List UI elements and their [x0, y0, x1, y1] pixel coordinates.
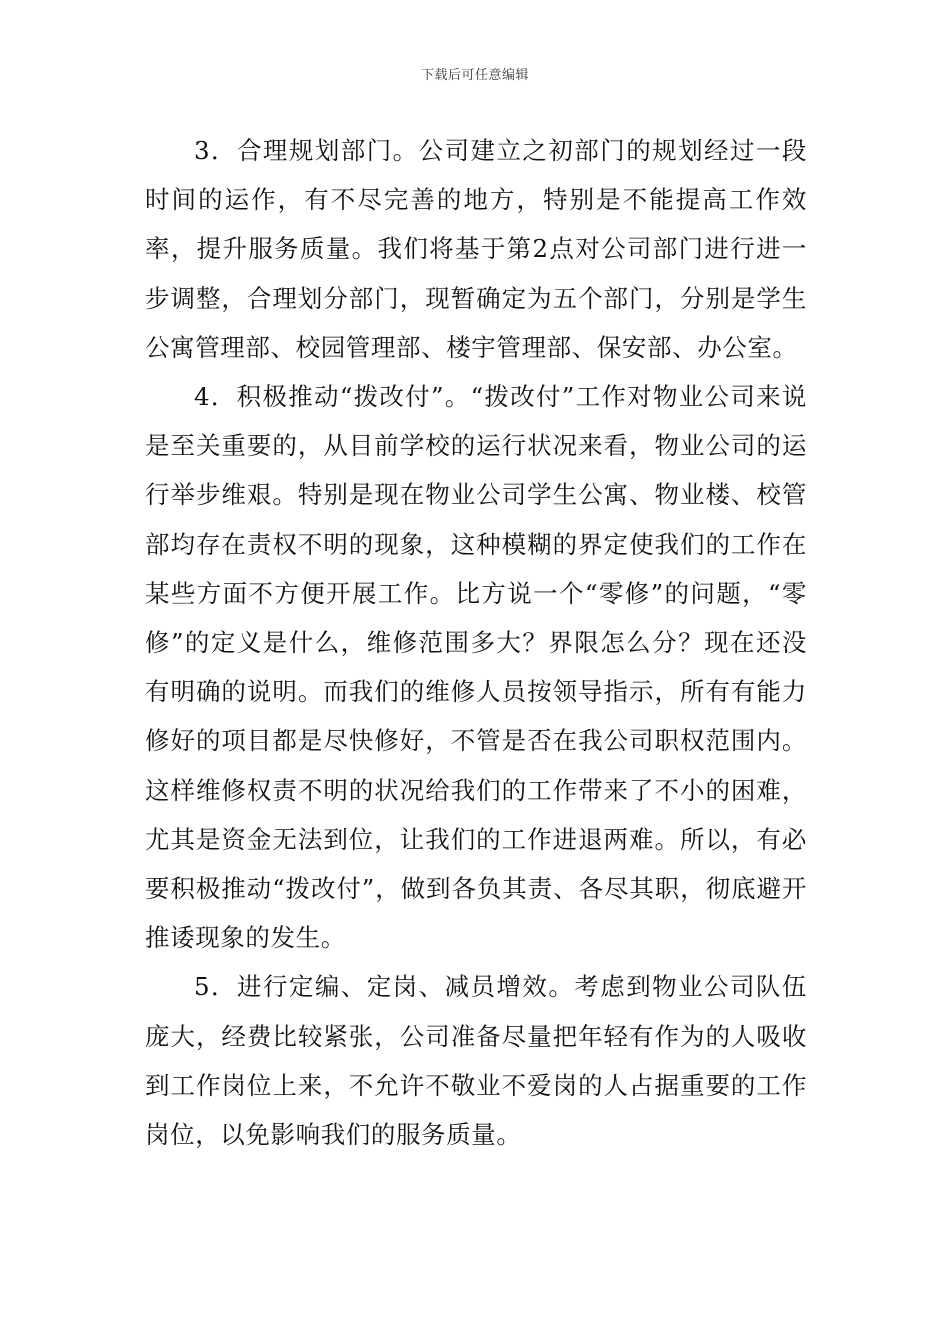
paragraph-4: 4．积极推动“拨改付”。“拨改付”工作对物业公司来说是至关重要的，从目前学校的运行状况来看，物业公司的运行举步维艰。特别是现在物业公司学生公寓、物业楼、校管部均存在责权不明的现象，这种模糊的界定使我们的工作在某些方面不方便开展工作。比方说一个“零修”的问题，“零修”的定义是什么，维修范围多大？界限怎么分？现在还没有明确的说明。而我们的维修人员按领导指示，所有有能力修好的项目都是尽快修好，不管是否在我公司职权范围内。这样维修权责不明的状况给我们的工作带来了不小的困难，尤其是资金无法到位，让我们的工作进退两难。所以，有必要积极推动“拨改付”，做到各负其责、各尽其职，彻底避开推诿现象的发生。 [145, 382, 807, 953]
paragraph-3: 3．合理规划部门。公司建立之初部门的规划经过一段时间的运作，有不尽完善的地方，特别是不能提高工作效率，提升服务质量。我们将基于第2点对公司部门进行进一步调整，合理划分部门，现暂确定为五个部门，分别是学生公寓管理部、校园管理部、楼宇管理部、保安部、办公室。 [145, 136, 807, 362]
page-header: 下载后可任意编辑 [420, 68, 529, 83]
paragraph-5: 5．进行定编、定岗、减员增效。考虑到物业公司队伍庞大，经费比较紧张，公司准备尽量把年轻有作为的人吸收到工作岗位上来，不允许不敬业不爱岗的人占据重要的工作岗位，以免影响我们的服务质量。 [145, 972, 807, 1150]
document-body [145, 126, 807, 1159]
